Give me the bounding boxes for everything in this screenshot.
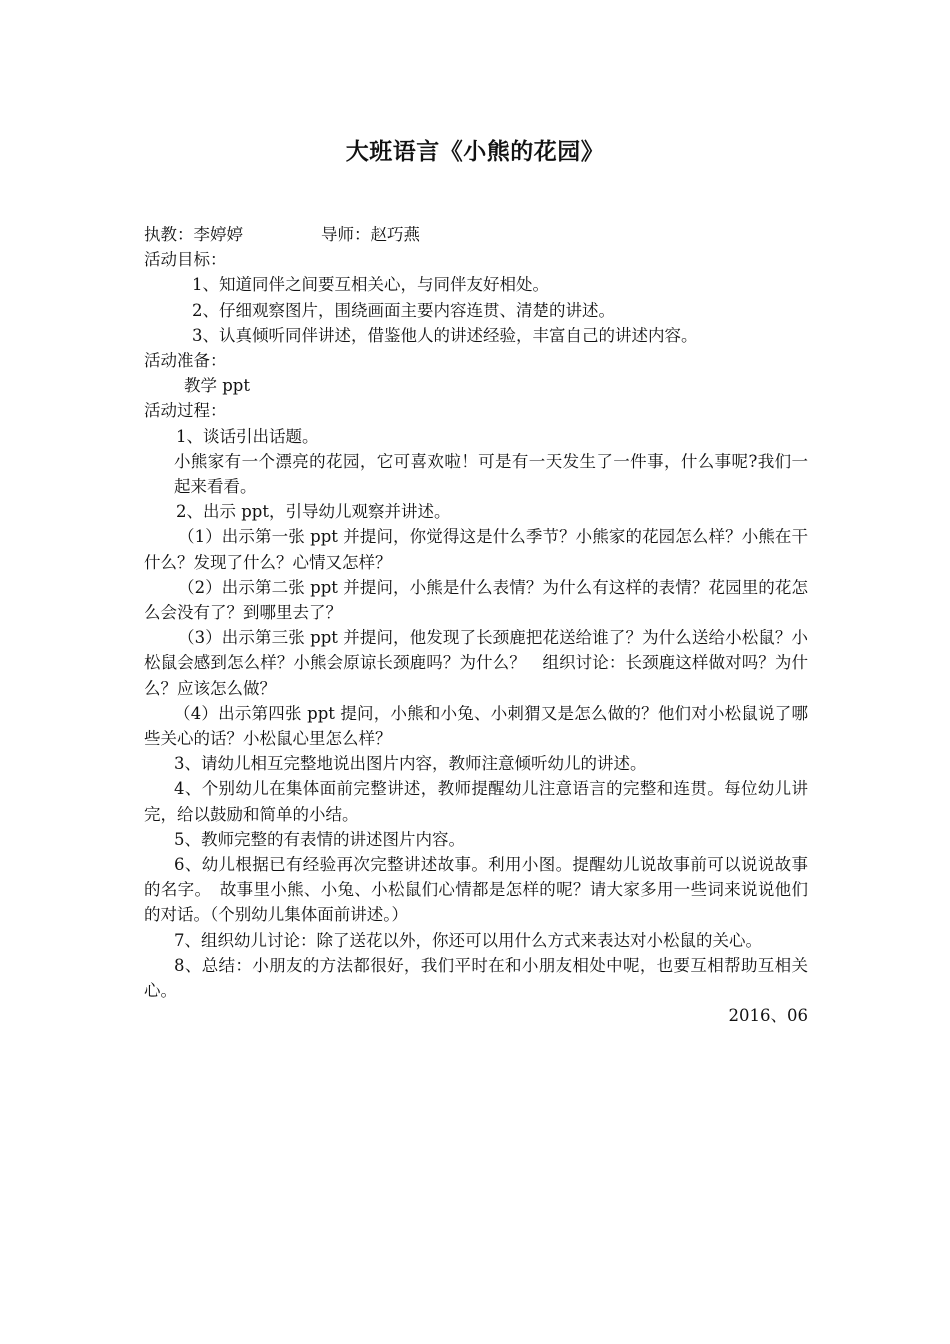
step-3: 3、请幼儿相互完整地说出图片内容，教师注意倾听幼儿的讲述。 xyxy=(174,754,647,774)
step-6: 6、幼儿根据已有经验再次完整讲述故事。利用小图。提醒幼儿说故事前可以说说故事的名字。 故事里小熊、小兔、小松鼠们心情都是怎样的呢？请大家多用一些词来说说他们的对话。（个别幼儿集体面前讲述。） xyxy=(144,855,808,925)
goal-item: 1、知道同伴之间要互相关心，与同伴友好相处。 xyxy=(192,275,549,295)
sub-step-3: （3）出示第三张 ppt 并提问，他发现了长颈鹿把花送给谁了？为什么送给小松鼠？小松鼠会感到怎么样？小熊会原谅长颈鹿吗？为什么？ 组织讨论：长颈鹿这样做对吗？为什么？应该怎么做？ xyxy=(144,628,808,698)
author-line xyxy=(144,222,808,247)
step-1-text: 小熊家有一个漂亮的花园，它可喜欢啦！可是有一天发生了一件事，什么事呢?我们一起来看看。 xyxy=(174,451,808,497)
process-heading: 活动过程： xyxy=(144,401,227,421)
step-8: 8、总结：小朋友的方法都很好，我们平时在和小朋友相处中呢，也要互相帮助互相关心。 xyxy=(144,955,808,1001)
goal-item: 3、认真倾听同伴讲述，借鉴他人的讲述经验，丰富自己的讲述内容。 xyxy=(192,325,698,345)
prep-heading: 活动准备： xyxy=(144,351,227,371)
step-2: 2、出示 ppt，引导幼儿观察并讲述。 xyxy=(176,502,451,522)
sub-step-1: （1）出示第一张 ppt 并提问，你觉得这是什么季节？小熊家的花园怎么样？小熊在干什么？发现了什么？心情又怎样？ xyxy=(144,527,808,572)
step-5: 5、教师完整的有表情的讲述图片内容。 xyxy=(174,829,465,849)
step-1: 1、谈话引出话题。 xyxy=(176,426,319,446)
document-date: 2016、06 xyxy=(728,1006,808,1026)
step-4: 4、个别幼儿在集体面前完整讲述，教师提醒幼儿注意语言的完整和连贯。每位幼儿讲完，给以鼓励和简单的小结。 xyxy=(144,779,808,824)
mentor-label: 导师：赵巧燕 xyxy=(321,225,420,244)
prep-text: 教学 ppt xyxy=(184,376,250,396)
step-7: 7、组织幼儿讨论：除了送花以外，你还可以用什么方式来表达对小松鼠的关心。 xyxy=(174,930,762,950)
teacher-label: 执教：李婷婷 xyxy=(144,225,243,244)
goal-item: 2、仔细观察图片，围绕画面主要内容连贯、清楚的讲述。 xyxy=(192,300,615,320)
document-body xyxy=(144,222,808,1029)
sub-step-4: （4）出示第四张 ppt 提问，小熊和小兔、小刺猬又是怎么做的？他们对小松鼠说了哪些关心的话？小松鼠心里怎么样？ xyxy=(144,703,808,749)
goals-heading: 活动目标： xyxy=(144,250,227,270)
sub-step-2: （2）出示第二张 ppt 并提问，小熊是什么表情？为什么有这样的表情？花园里的花怎么会没有了？到哪里去了？ xyxy=(144,577,808,623)
document-title: 大班语言《小熊的花园》 xyxy=(345,139,605,165)
